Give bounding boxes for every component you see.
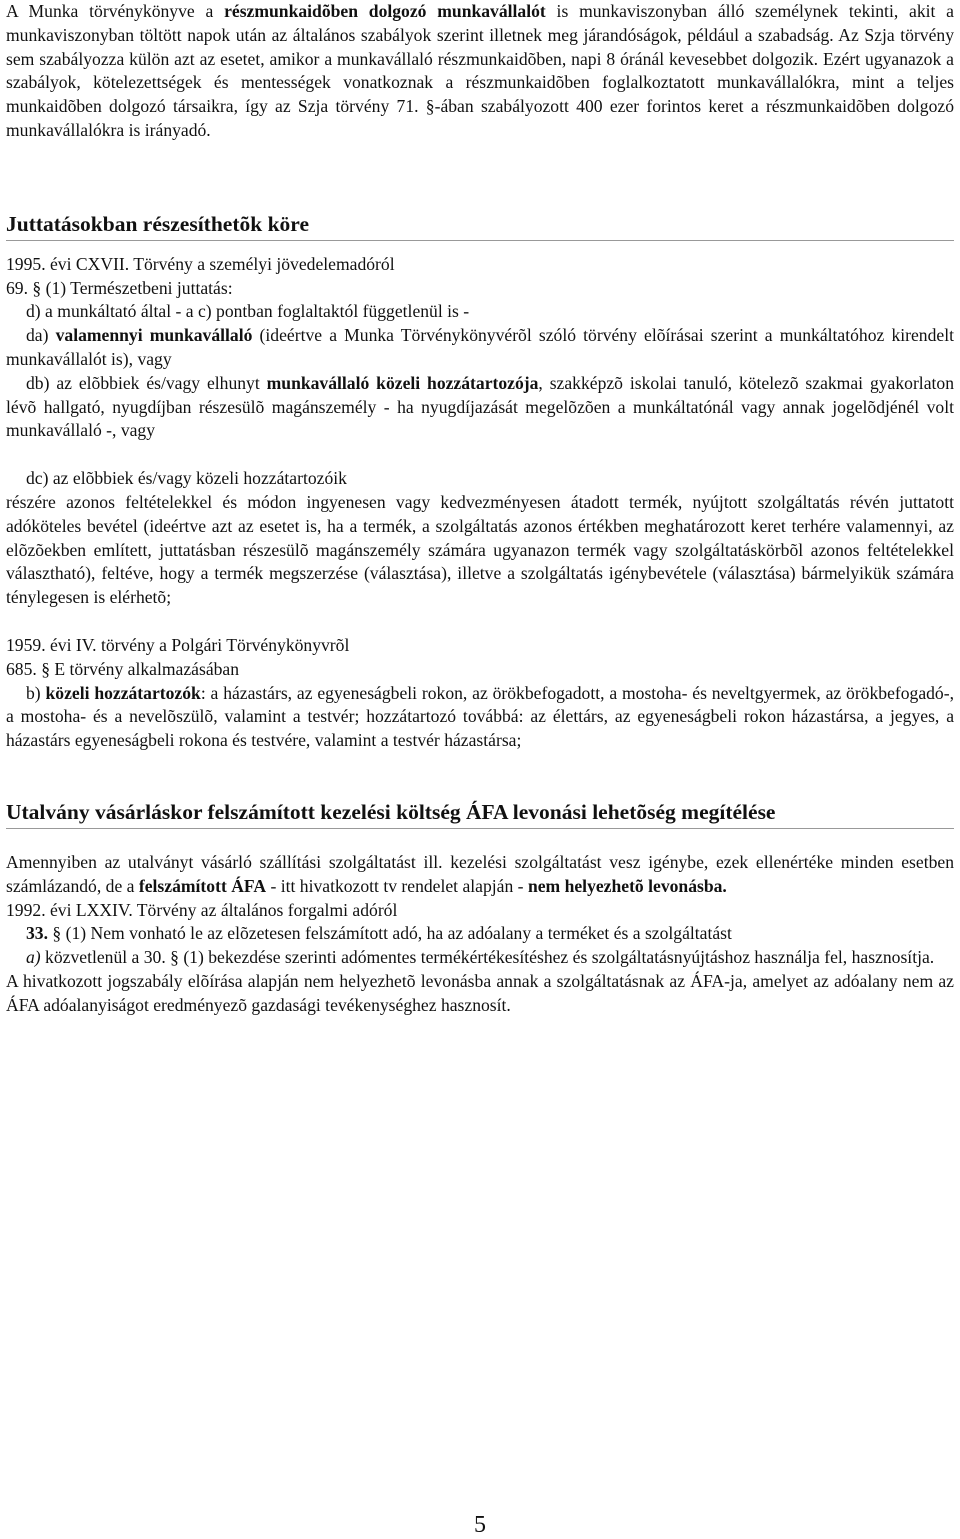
bold-term: részmunkaidõben dolgozó munkavállalót [224, 1, 546, 21]
point-d: d) a munkáltató által - a c) pontban foglaltaktól függetlenül is - [26, 301, 470, 322]
utalvany-paragraph: Amennyiben az utalványt vásárló szállítási szolgáltatást ill. kezelési szolgáltatást vesz igénybe, ezek ellenértéke minden esetben számlázandó, de a felszámított ÁFA - itt hivatkozott tv rendelet alapján - nem helyezhetõ levonásba. [6, 851, 954, 896]
intro-paragraph: A Munka törvénykönyve a részmunkaidõben dolgozó munkavállalót is munkaviszonyban álló személynek tekinti, akit a munkaviszonyban töltött napok után az általános szabályok szerint illetnek meg járandóságok, például a szabadság. Az Szja törvény sem szabályozza külön azt az esetet, amikor a munkavállaló részmunkaidõben, napi 8 óránál kevesebbet dolgozik. Ezért ugyanazok a szabályok, kötelezettségek és mentességek vonatkoznak a részmunkaidõben foglalkoztatott munkavállalókra, mint a teljes munkaidõben dolgozó társaikra, így az Szja törvény 71. §-ában szabályozott 400 ezer forintos keret a részmunkaidõben dolgozó munkavállalókra is irányadó. [6, 1, 954, 140]
bold-term: közeli hozzátartozók [45, 682, 201, 703]
bold-term: nem helyezhetõ levonásba. [527, 875, 727, 896]
point-db: db) az elõbbiek és/vagy elhunyt munkavállaló közeli hozzátartozója, szakképzõ iskolai tanuló, kötelezõ szakmai gyakorlaton lévõ hallgató, nyugdíjban részesülõ magánszemély - ha nyugdíjazását megelõzõen a munkáltatónál vagy annak jogelõdjénél volt munkavállaló -, vagy [6, 372, 954, 441]
point-a: a) közvetlenül a 30. § (1) bekezdése szerinti adómentes termékértékesítéshez és szolgáltatásnyújtáshoz használja fel, hasznosítja. [26, 947, 935, 968]
law-title-szja: 1995. évi CXVII. Törvény a személyi jövedelemadóról [6, 253, 395, 274]
law-paragraph-685: 685. § E törvény alkalmazásában [6, 658, 240, 679]
bold-term: felszámított ÁFA [138, 875, 267, 896]
law-title-afa: 1992. évi LXXIV. Törvény az általános forgalmi adóról [6, 899, 398, 920]
bold-term: valamennyi munkavállaló [55, 325, 253, 346]
section-heading-utalvany: Utalvány vásárláskor felszámított kezelési költség ÁFA levonási lehetõség megítélése [6, 799, 954, 829]
document-page [6, 0, 954, 1018]
point-da: da) valamennyi munkavállaló (ideértve a Munka Törvénykönyvérõl szóló törvény elõírásai szerint a munkáltatóhoz kirendelt munkavállalót is), vagy [6, 325, 954, 369]
point-dc: dc) az elõbbiek és/vagy közeli hozzátartozóik [26, 468, 347, 489]
bold-term: munkavállaló közeli hozzátartozója [266, 372, 539, 393]
point-dc-text: részére azonos feltételekkel és módon ingyenesen vagy kedvezményesen átadott termék, nyújtott szolgáltatás révén juttatott adóköteles bevétel (ideértve azt az esetet is, ha a termék, a szolgáltatás azonos értékben meghatározott keret terhére valamennyi, az elõzõekben említett, juttatásban részesülõ magánszemély számára ugyanazon termék vagy szolgáltatáskörbõl azonos feltételekkel választható), feltéve, hogy a termék megszerzése (választása), illetve a szolgáltatás igénybevétele (választása) bármelyikük számára ténylegesen is elérhetõ; [6, 491, 954, 608]
closing-paragraph: A hivatkozott jogszabály elõírása alapján nem helyezhetõ levonásba annak a szolgáltatásnak az ÁFA-ja, amelyet az adóalany nem az ÁFA adóalanyiságot eredményezõ gazdasági tevékenységhez hasznosít. [6, 970, 954, 1015]
section-heading-juttatasok: Juttatásokban részesíthetõk köre [6, 211, 954, 241]
law-title-ptk: 1959. évi IV. törvény a Polgári Törvénykönyvrõl [6, 634, 350, 655]
page-number: 5 [474, 1512, 486, 1538]
law-paragraph-69: 69. § (1) Természetbeni juttatás: [6, 277, 233, 298]
law-paragraph-33: 33. § (1) Nem vonható le az elõzetesen felszámított adó, ha az adóalany a terméket és a szolgáltatást [26, 923, 732, 944]
point-b: b) közeli hozzátartozók: a házastárs, az egyeneságbeli rokon, az örökbefogadott, a mostoha- és neveltgyermek, az örökbefogadó-, a mostoha- és a nevelõszülõ, valamint a testvér; hozzátartozó továbbá: az élettárs, az egyeneságbeli rokon házastársa, a jegyes, a házastárs egyeneságbeli rokona és testvére, valamint a testvér házastársa; [6, 682, 954, 751]
